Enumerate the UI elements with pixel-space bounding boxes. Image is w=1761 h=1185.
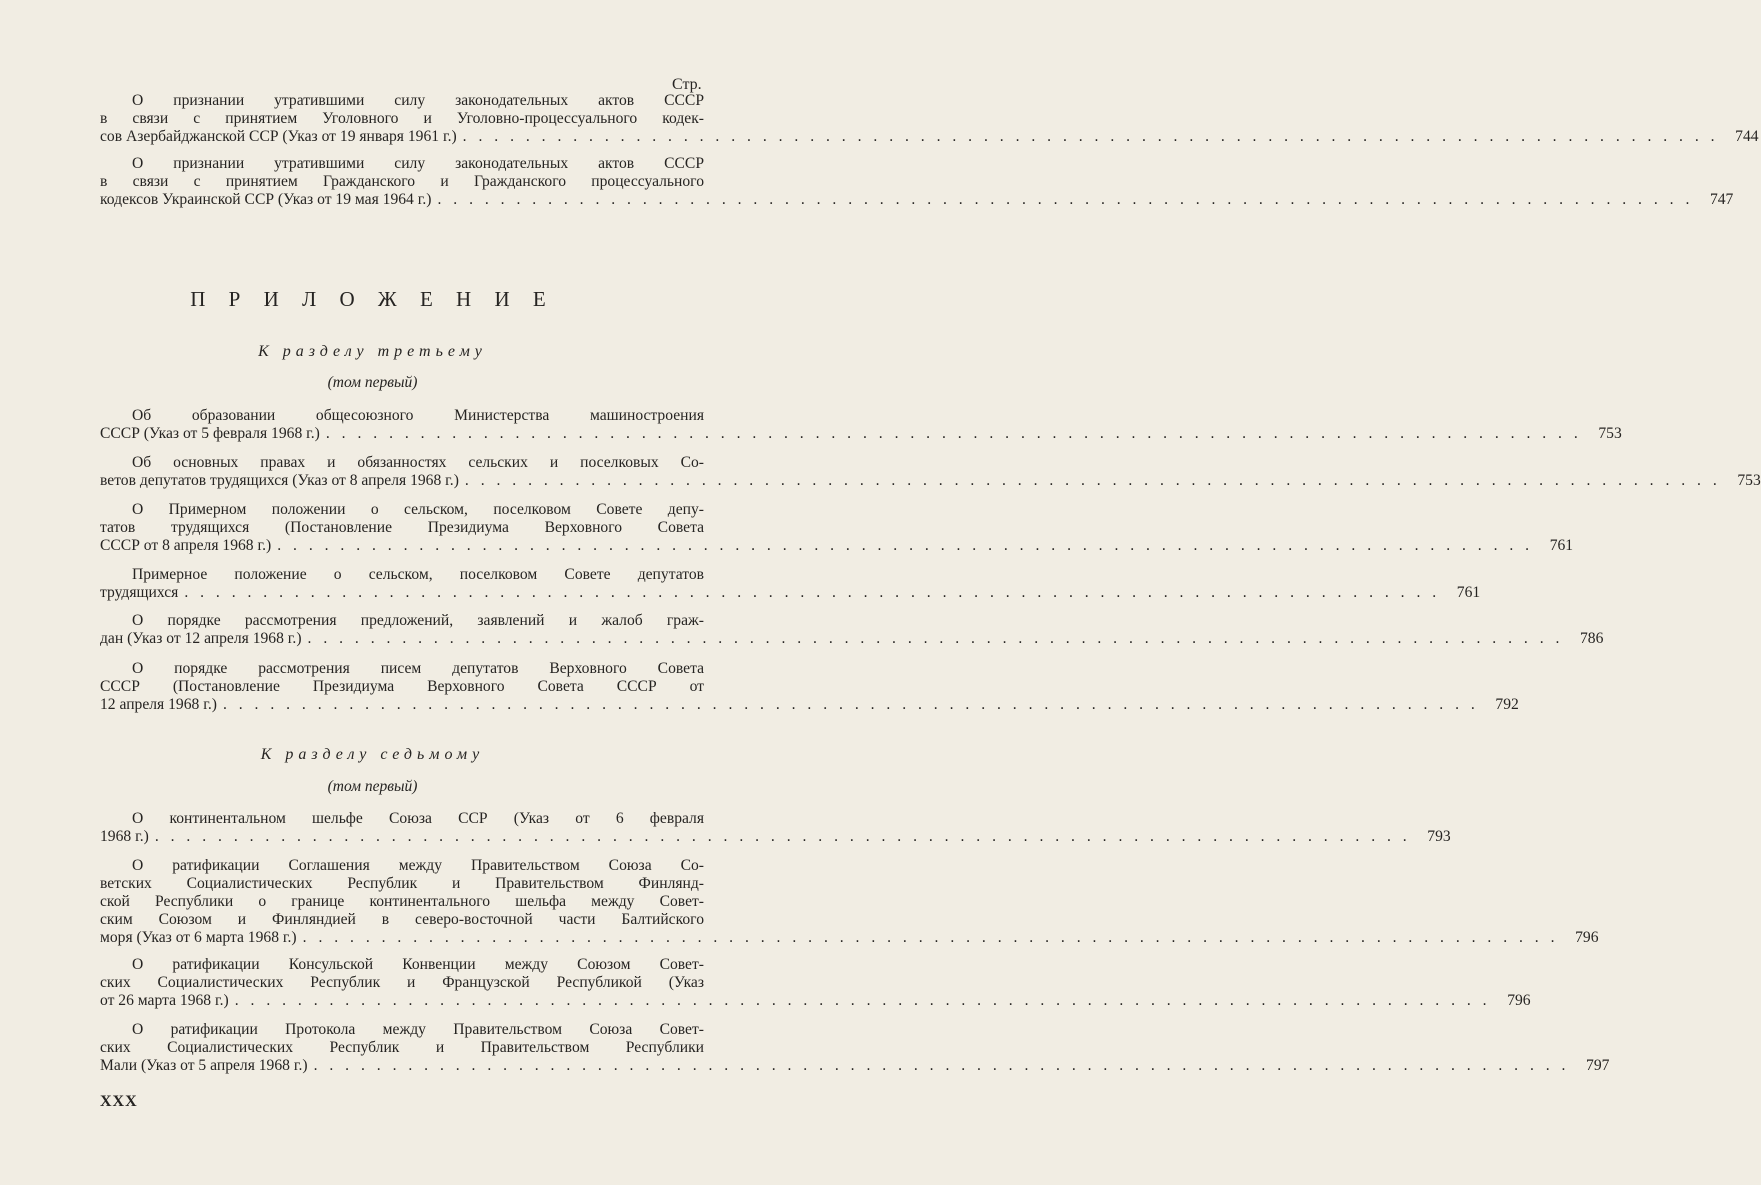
page-column-label: Стр. xyxy=(672,76,702,93)
entry-last-line xyxy=(100,630,1604,648)
entry-line: в связи с принятием Гражданского и Гражданского процессуального xyxy=(100,173,704,190)
page-number: 792 xyxy=(1495,696,1519,713)
dot-leader: . . . . . . . . . . . . . . . . . . . . . . . . . . . . . . . . . . . . . . . . . . . . . . . . . . . . . . . . . . . . . . . . . . . . . . . . . . . . . . . . xyxy=(307,630,1564,647)
dot-leader: . . . . . . . . . . . . . . . . . . . . . . . . . . . . . . . . . . . . . . . . . . . . . . . . . . . . . . . . . . . . . . . . . . . . . . . . . . . . . . . . xyxy=(464,472,1721,489)
entry-line: ских Социалистических Республик и Французской Республикой (Указ xyxy=(100,974,704,991)
entry-line: О континентальном шельфе Союза ССР (Указ от 6 февраля xyxy=(132,810,704,827)
toc-entry xyxy=(100,660,1519,714)
dot-leader: . . . . . . . . . . . . . . . . . . . . . . . . . . . . . . . . . . . . . . . . . . . . . . . . . . . . . . . . . . . . . . . . . . . . . . . . . . . . . . . . xyxy=(302,929,1559,946)
entry-last-line xyxy=(100,191,1734,209)
dot-leader: . . . . . . . . . . . . . . . . . . . . . . . . . . . . . . . . . . . . . . . . . . . . . . . . . . . . . . . . . . . . . . . . . . . . . . . . . . . . . . . . xyxy=(313,1057,1570,1074)
entry-line: ветов депутатов трудящихся (Указ от 8 апреля 1968 г.) xyxy=(100,472,459,489)
dot-leader: . . . . . . . . . . . . . . . . . . . . . . . . . . . . . . . . . . . . . . . . . . . . . . . . . . . . . . . . . . . . . . . . . . . . . . . . . . . . . . . . xyxy=(184,584,1441,601)
toc-entry xyxy=(100,857,1599,947)
toc-entry xyxy=(100,454,1761,490)
entry-line: дан (Указ от 12 апреля 1968 г.) xyxy=(100,630,302,647)
entry-line: О порядке рассмотрения писем депутатов Верховного Совета xyxy=(132,660,704,677)
page-number: 796 xyxy=(1507,992,1531,1009)
entry-last-line xyxy=(100,1057,1610,1075)
entry-line: О признании утратившими силу законодательных актов СССР xyxy=(132,92,704,109)
entry-last-line xyxy=(100,696,1519,714)
dot-leader: . . . . . . . . . . . . . . . . . . . . . . . . . . . . . . . . . . . . . . . . . . . . . . . . . . . . . . . . . . . . . . . . . . . . . . . . . . . . . . . . xyxy=(462,128,1719,145)
toc-entry xyxy=(100,407,1622,443)
entry-line: сов Азербайджанской ССР (Указ от 19 января 1961 г.) xyxy=(100,128,457,145)
dot-leader: . . . . . . . . . . . . . . . . . . . . . . . . . . . . . . . . . . . . . . . . . . . . . . . . . . . . . . . . . . . . . . . . . . . . . . . . . . . . . . . . xyxy=(325,425,1582,442)
page-number: 753 xyxy=(1598,425,1622,442)
entry-line: О порядке рассмотрения предложений, заявлений и жалоб граж- xyxy=(132,612,704,629)
page-footer-roman-numeral: XXX xyxy=(100,1093,138,1110)
entry-line: СССР (Указ от 5 февраля 1968 г.) xyxy=(100,425,320,442)
page-number: 761 xyxy=(1456,584,1481,601)
entry-line: 1968 г.) xyxy=(100,828,149,845)
page-number: 761 xyxy=(1549,537,1574,554)
page-number: 797 xyxy=(1586,1057,1610,1074)
dot-leader: . . . . . . . . . . . . . . . . . . . . . . . . . . . . . . . . . . . . . . . . . . . . . . . . . . . . . . . . . . . . . . . . . . . . . . . . . . . . . . . . xyxy=(154,828,1411,845)
entry-line: кодексов Украинской ССР (Указ от 19 мая 1964 г.) xyxy=(100,191,432,208)
dot-leader: . . . . . . . . . . . . . . . . . . . . . . . . . . . . . . . . . . . . . . . . . . . . . . . . . . . . . . . . . . . . . . . . . . . . . . . . . . . . . . . . xyxy=(222,696,1479,713)
entry-line: ских Социалистических Республик и Правительством Республики xyxy=(100,1039,704,1056)
entry-line: СССР (Постановление Президиума Верховного Совета СССР от xyxy=(100,678,704,695)
toc-entry xyxy=(100,956,1531,1010)
entry-line: О Примерном положении о сельском, поселковом Совете депу- xyxy=(132,501,704,518)
toc-entry xyxy=(100,92,1759,146)
entry-last-line xyxy=(100,584,1481,602)
entry-last-line xyxy=(100,828,1451,846)
entry-line: ской Республики о границе континентального шельфа между Совет- xyxy=(100,893,704,910)
page-number: 744 xyxy=(1735,128,1759,145)
entry-last-line xyxy=(100,472,1761,490)
entry-line: О ратификации Соглашения между Правительством Союза Со- xyxy=(132,857,704,874)
toc-entry xyxy=(100,1021,1610,1075)
toc-entry xyxy=(100,566,1481,602)
entry-line: Об основных правах и обязанностях сельских и поселковых Со- xyxy=(132,454,704,471)
toc-entry xyxy=(100,612,1604,648)
section-heading-seventh: К разделу седьмому xyxy=(260,746,485,763)
entry-line: моря (Указ от 6 марта 1968 г.) xyxy=(100,929,297,946)
dot-leader: . . . . . . . . . . . . . . . . . . . . . . . . . . . . . . . . . . . . . . . . . . . . . . . . . . . . . . . . . . . . . . . . . . . . . . . . . . . . . . . . xyxy=(277,537,1534,554)
section-heading-third: К разделу третьему xyxy=(258,343,487,360)
entry-last-line xyxy=(100,128,1759,146)
toc-entry xyxy=(100,810,1451,846)
page-number: 747 xyxy=(1709,191,1734,208)
toc-entry xyxy=(100,501,1574,555)
entry-line: 12 апреля 1968 г.) xyxy=(100,696,217,713)
entry-line: О ратификации Протокола между Правительством Союза Совет- xyxy=(132,1021,704,1038)
entry-line: трудящихся xyxy=(100,584,179,601)
page-number: 793 xyxy=(1427,828,1451,845)
entry-line: татов трудящихся (Постановление Президиума Верховного Совета xyxy=(100,519,704,536)
entry-line: О признании утратившими силу законодательных актов СССР xyxy=(132,155,704,172)
dot-leader: . . . . . . . . . . . . . . . . . . . . . . . . . . . . . . . . . . . . . . . . . . . . . . . . . . . . . . . . . . . . . . . . . . . . . . . . . . . . . . . . xyxy=(234,992,1491,1009)
entry-line: Об образовании общесоюзного Министерства машиностроения xyxy=(132,407,704,424)
volume-note-third: (том первый) xyxy=(327,374,418,391)
page-number: 796 xyxy=(1575,929,1599,946)
page-number: 753 xyxy=(1737,472,1761,489)
entry-line: Примерное положение о сельском, поселковом Совете депутатов xyxy=(132,566,704,583)
entry-last-line xyxy=(100,992,1531,1010)
entry-last-line xyxy=(100,929,1599,947)
entry-line: ским Союзом и Финляндией в северо-восточной части Балтийского xyxy=(100,911,704,928)
volume-note-seventh: (том первый) xyxy=(327,778,418,795)
entry-line: СССР от 8 апреля 1968 г.) xyxy=(100,537,272,554)
entry-line: Мали (Указ от 5 апреля 1968 г.) xyxy=(100,1057,308,1074)
page-number: 786 xyxy=(1580,630,1604,647)
appendix-title: П Р И Л О Ж Е Н И Е xyxy=(190,287,555,311)
dot-leader: . . . . . . . . . . . . . . . . . . . . . . . . . . . . . . . . . . . . . . . . . . . . . . . . . . . . . . . . . . . . . . . . . . . . . . . . . . . . . . . . xyxy=(437,191,1694,208)
entry-line: в связи с принятием Уголовного и Уголовно-процессуального кодек- xyxy=(100,110,704,127)
entry-line: О ратификации Консульской Конвенции между Союзом Совет- xyxy=(132,956,704,973)
entry-line: от 26 марта 1968 г.) xyxy=(100,992,229,1009)
entry-last-line xyxy=(100,425,1622,443)
entry-last-line xyxy=(100,537,1574,555)
toc-entry xyxy=(100,155,1734,209)
entry-line: ветских Социалистических Республик и Правительством Финлянд- xyxy=(100,875,704,892)
